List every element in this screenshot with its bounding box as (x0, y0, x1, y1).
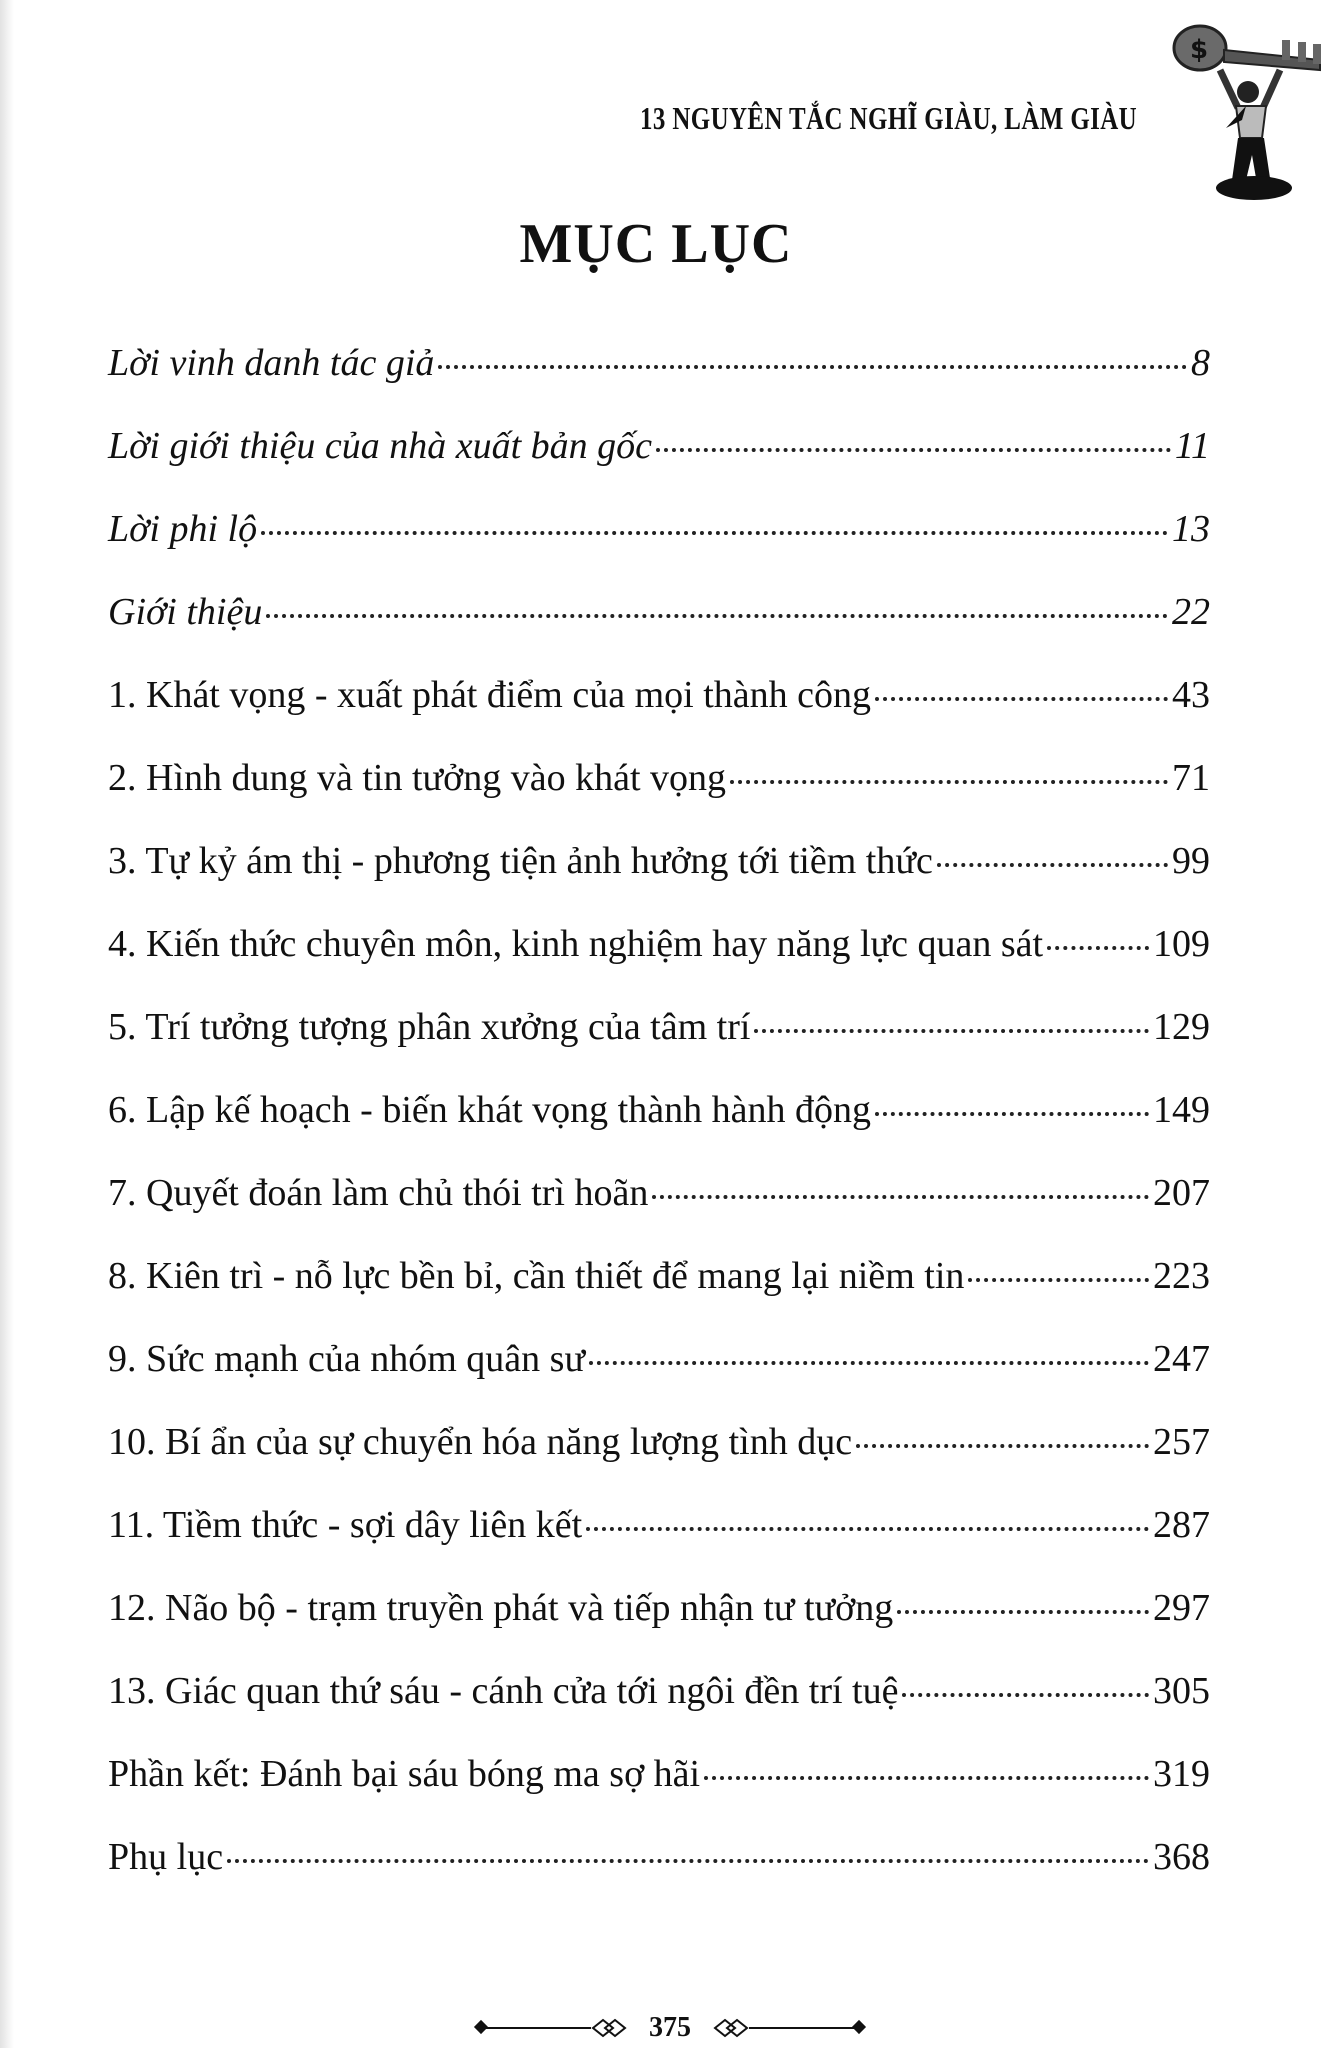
toc-entry-page: 247 (1153, 1338, 1210, 1380)
toc-entry-page: 207 (1153, 1172, 1210, 1214)
toc-entry[interactable] (108, 1668, 1210, 1751)
toc-entry[interactable] (108, 755, 1210, 838)
toc-entry-page: 71 (1172, 757, 1210, 799)
toc-entry[interactable] (108, 672, 1210, 755)
page-title: MỤC LỤC (519, 213, 793, 275)
toc-entry[interactable] (108, 1419, 1210, 1502)
toc-entry-title: 2. Hình dung và tin tưởng vào khát vọng (108, 757, 727, 799)
toc-entry-page: 99 (1172, 840, 1210, 882)
dot-leader (897, 1610, 1149, 1614)
table-of-contents (108, 340, 1210, 1917)
toc-entry-page: 287 (1153, 1504, 1210, 1546)
dot-leader (589, 1361, 1149, 1365)
toc-entry[interactable] (108, 1087, 1210, 1170)
man-lifting-key-icon (1150, 10, 1340, 210)
toc-entry-page: 305 (1153, 1670, 1210, 1712)
dot-leader (704, 1776, 1149, 1780)
toc-entry-page: 109 (1153, 923, 1210, 965)
dot-leader (261, 531, 1168, 535)
toc-entry[interactable] (108, 1834, 1210, 1917)
toc-entry-title: Lời vinh danh tác giả (108, 342, 435, 384)
dot-leader (438, 365, 1187, 369)
toc-entry[interactable] (108, 1170, 1210, 1253)
page-number: 375 (649, 2012, 691, 2043)
toc-entry-title: Phần kết: Đánh bại sáu bóng ma sợ hãi (108, 1753, 701, 1795)
toc-entry-title: 3. Tự kỷ ám thị - phương tiện ảnh hưởng tới tiềm thức (108, 840, 933, 882)
dot-leader (875, 697, 1168, 701)
toc-entry-page: 129 (1153, 1006, 1210, 1048)
footer-rule-right (749, 2027, 859, 2029)
toc-entry[interactable] (108, 1004, 1210, 1087)
dot-leader (227, 1859, 1149, 1863)
svg-text:$: $ (1190, 35, 1209, 65)
toc-entry-title: 4. Kiến thức chuyên môn, kinh nghiệm hay năng lực quan sát (108, 923, 1044, 965)
dot-leader (266, 614, 1168, 618)
toc-entry-page: 11 (1174, 425, 1210, 467)
toc-entry-title: Lời giới thiệu của nhà xuất bản gốc (108, 425, 653, 467)
dot-leader (652, 1195, 1149, 1199)
dot-leader (754, 1029, 1149, 1033)
toc-entry-title: 11. Tiềm thức - sợi dây liên kết (108, 1504, 583, 1546)
toc-entry[interactable] (108, 1502, 1210, 1585)
toc-entry-page: 368 (1153, 1836, 1210, 1878)
toc-entry-title: Lời phi lộ (108, 508, 258, 550)
toc-entry[interactable] (108, 838, 1210, 921)
diamond-ornament-icon (709, 2018, 749, 2038)
dot-leader (875, 1112, 1149, 1116)
toc-entry-title: 12. Não bộ - trạm truyền phát và tiếp nhận tư tưởng (108, 1587, 894, 1629)
toc-entry[interactable] (108, 340, 1210, 423)
toc-entry-page: 257 (1153, 1421, 1210, 1463)
dot-leader (902, 1693, 1149, 1697)
dot-leader (937, 863, 1168, 867)
dot-leader (730, 780, 1168, 784)
toc-entry-page: 43 (1172, 674, 1210, 716)
toc-entry-title: 6. Lập kế hoạch - biến khát vọng thành hành động (108, 1089, 871, 1131)
footer-rule-left (481, 2027, 591, 2029)
toc-entry[interactable] (108, 921, 1210, 1004)
toc-entry-page: 8 (1191, 342, 1210, 384)
dot-leader (1047, 946, 1149, 950)
toc-entry-page: 22 (1172, 591, 1210, 633)
toc-entry-title: 10. Bí ẩn của sự chuyển hóa năng lượng tình dục (108, 1421, 853, 1463)
toc-entry[interactable] (108, 1253, 1210, 1336)
dot-leader (586, 1527, 1149, 1531)
diamond-ornament-icon (591, 2018, 631, 2038)
toc-entry[interactable] (108, 506, 1210, 589)
page-footer (470, 2010, 870, 2046)
toc-entry-page: 223 (1153, 1255, 1210, 1297)
page-edge-shadow (0, 0, 14, 2048)
toc-entry[interactable] (108, 589, 1210, 672)
toc-entry[interactable] (108, 423, 1210, 506)
toc-entry-title: 9. Sức mạnh của nhóm quân sư (108, 1338, 586, 1380)
toc-entry-title: 7. Quyết đoán làm chủ thói trì hoãn (108, 1172, 649, 1214)
toc-entry-page: 149 (1153, 1089, 1210, 1131)
toc-entry-title: 8. Kiên trì - nỗ lực bền bỉ, cần thiết để mang lại niềm tin (108, 1255, 965, 1297)
toc-entry[interactable] (108, 1336, 1210, 1419)
running-header: 13 NGUYÊN TẮC NGHĨ GIÀU, LÀM GIÀU (640, 100, 1138, 136)
dot-leader (968, 1278, 1149, 1282)
toc-entry-title: Phụ lục (108, 1836, 224, 1878)
toc-entry[interactable] (108, 1585, 1210, 1668)
toc-entry-page: 319 (1153, 1753, 1210, 1795)
toc-entry-page: 297 (1153, 1587, 1210, 1629)
toc-entry-title: Giới thiệu (108, 591, 263, 633)
toc-entry-title: 1. Khát vọng - xuất phát điểm của mọi thành công (108, 674, 871, 716)
dot-leader (856, 1444, 1149, 1448)
dot-leader (656, 448, 1171, 452)
toc-entry-title: 5. Trí tưởng tượng phân xưởng của tâm trí (108, 1006, 751, 1048)
toc-entry-title: 13. Giác quan thứ sáu - cánh cửa tới ngôi đền trí tuệ (108, 1670, 899, 1712)
toc-entry[interactable] (108, 1751, 1210, 1834)
toc-entry-page: 13 (1172, 508, 1210, 550)
